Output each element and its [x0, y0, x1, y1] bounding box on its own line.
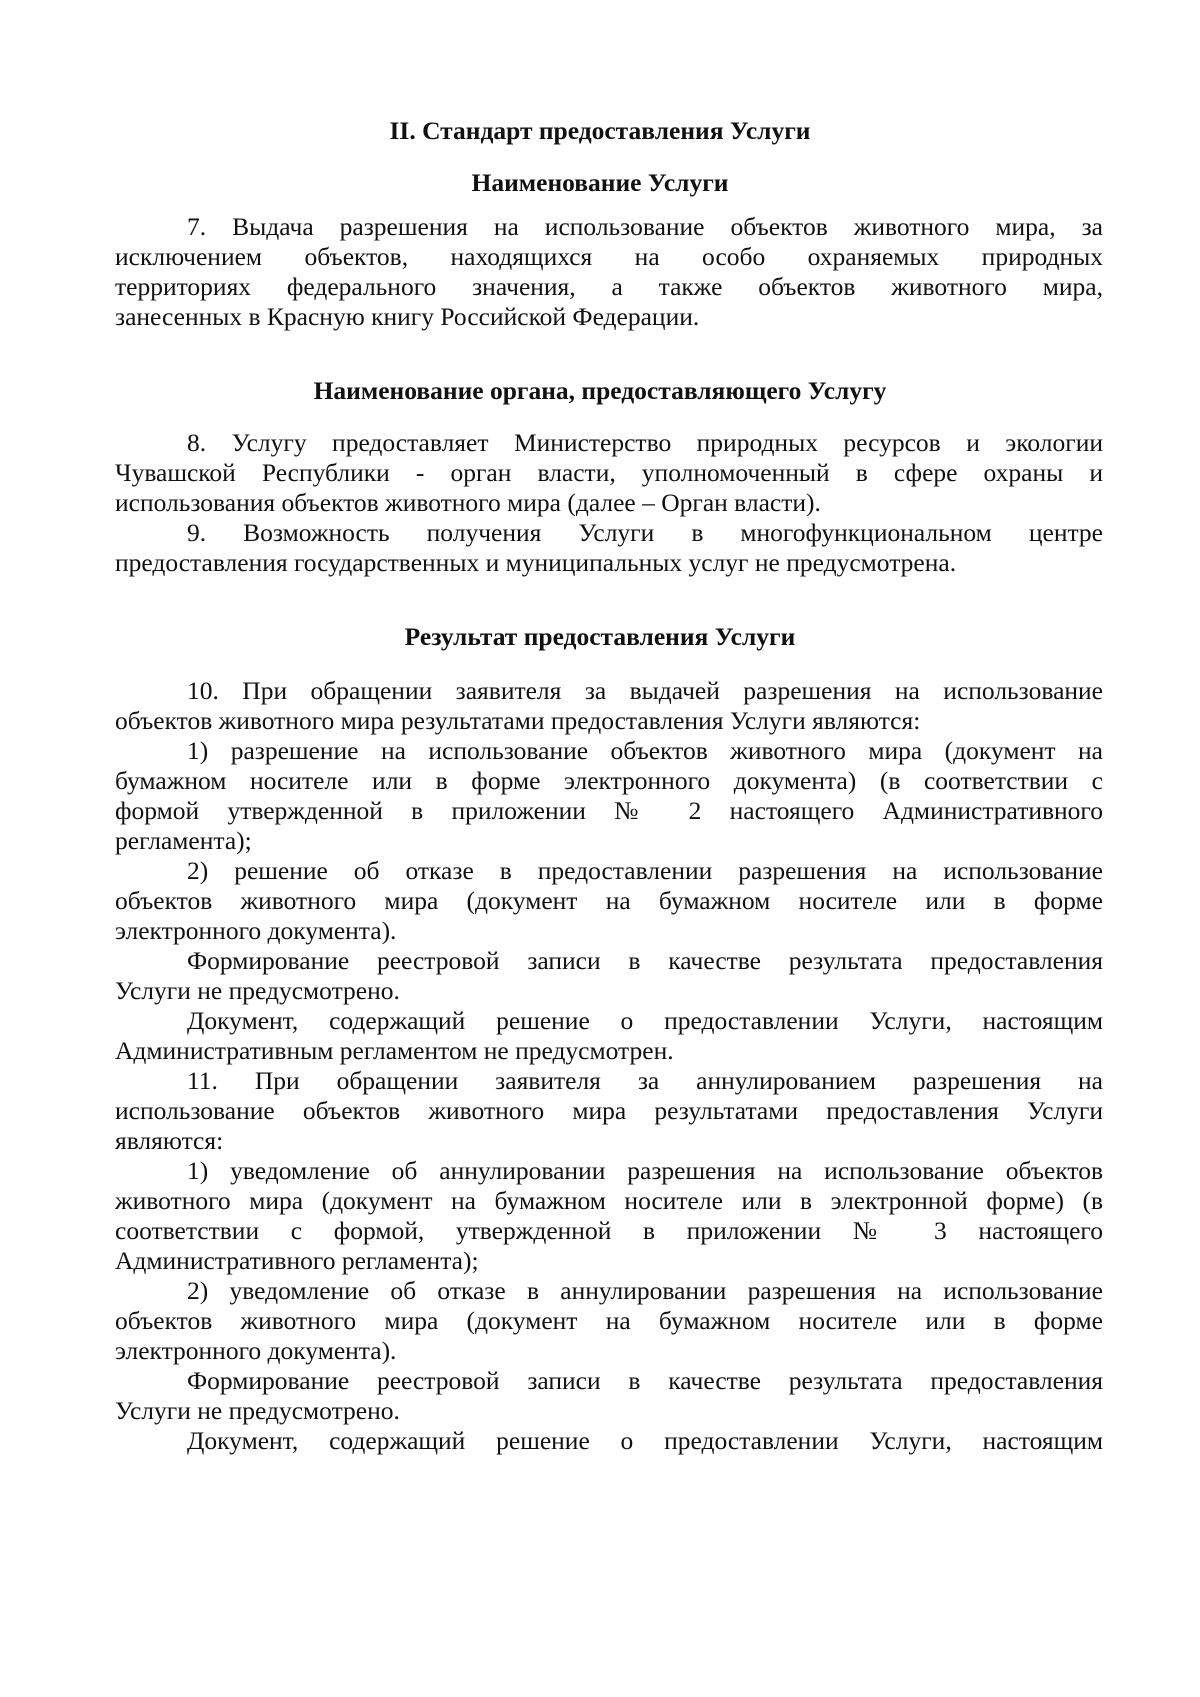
text-line: Чувашской Республики - орган власти, уполномоченный в сфере охраны и	[115, 458, 1103, 487]
text-line: 11. При обращении заявителя за аннулированием разрешения на	[187, 1066, 1103, 1095]
heading-authority: Наименование органа, предоставляющего Услугу	[313, 376, 887, 405]
text-line: Формирование реестровой записи в качестве результата предоставления	[187, 946, 1103, 975]
text-line: исключением объектов, находящихся на особо охраняемых природных	[115, 242, 1103, 271]
text-line: Услуги не предусмотрено.	[115, 1396, 400, 1425]
section-title: II. Стандарт предоставления Услуги	[389, 116, 811, 145]
text-line: занесенных в Красную книгу Российской Федерации.	[115, 302, 700, 331]
text-line: объектов животного мира (документ на бумажном носителе или в форме	[115, 886, 1103, 915]
text-line: Административного регламента);	[115, 1246, 479, 1275]
text-line: 1) уведомление об аннулировании разрешения на использование объектов	[187, 1156, 1103, 1185]
text-line: предоставления государственных и муниципальных услуг не предусмотрена.	[115, 548, 957, 577]
text-line: электронного документа).	[115, 1336, 397, 1365]
text-line: 2) решение об отказе в предоставлении разрешения на использование	[187, 856, 1103, 885]
text-line: использования объектов животного мира (далее – Орган власти).	[115, 488, 821, 517]
text-line: 9. Возможность получения Услуги в многофункциональном центре	[187, 518, 1103, 547]
text-line: соответствии с формой, утвержденной в приложении № 3 настоящего	[115, 1216, 1103, 1245]
text-line: территориях федерального значения, а также объектов животного мира,	[115, 272, 1103, 301]
text-line: 8. Услугу предоставляет Министерство природных ресурсов и экологии	[187, 428, 1103, 457]
text-line: 7. Выдача разрешения на использование объектов животного мира, за	[187, 212, 1103, 241]
text-line: 1) разрешение на использование объектов животного мира (документ на	[187, 736, 1103, 765]
text-line: объектов животного мира (документ на бумажном носителе или в форме	[115, 1306, 1103, 1335]
text-line: 2) уведомление об отказе в аннулировании разрешения на использование	[187, 1276, 1103, 1305]
text-line: использование объектов животного мира результатами предоставления Услуги	[115, 1096, 1103, 1125]
text-line: животного мира (документ на бумажном носителе или в электронной форме) (в	[115, 1186, 1103, 1215]
heading-result: Результат предоставления Услуги	[404, 622, 796, 651]
text-line: являются:	[115, 1126, 224, 1155]
text-line: формой утвержденной в приложении № 2 настоящего Административного	[115, 796, 1103, 825]
text-line: регламента);	[115, 826, 252, 855]
text-line: Услуги не предусмотрено.	[115, 976, 400, 1005]
text-line: электронного документа).	[115, 916, 397, 945]
text-line: Документ, содержащий решение о предоставлении Услуги, настоящим	[187, 1426, 1103, 1455]
text-line: Административным регламентом не предусмотрен.	[115, 1036, 674, 1065]
text-line: 10. При обращении заявителя за выдачей разрешения на использование	[187, 676, 1103, 705]
text-line: Формирование реестровой записи в качестве результата предоставления	[187, 1366, 1103, 1395]
text-line: объектов животного мира результатами предоставления Услуги являются:	[115, 706, 921, 735]
heading-service-name: Наименование Услуги	[471, 168, 729, 197]
text-line: Документ, содержащий решение о предоставлении Услуги, настоящим	[187, 1006, 1103, 1035]
text-line: бумажном носителе или в форме электронного документа) (в соответствии с	[115, 766, 1103, 795]
